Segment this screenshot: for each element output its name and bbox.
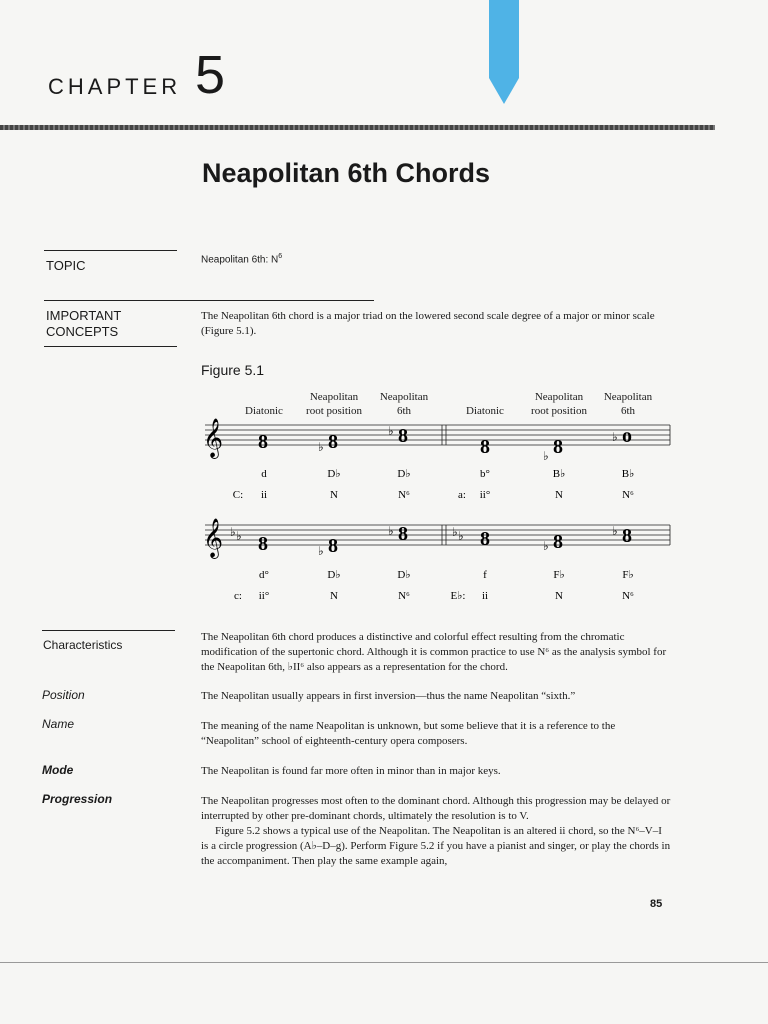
music-label: a: bbox=[458, 489, 466, 501]
svg-text:8: 8 bbox=[328, 535, 338, 557]
svg-text:♭: ♭ bbox=[388, 424, 394, 438]
svg-text:♭: ♭ bbox=[543, 539, 549, 553]
page-bottom-edge bbox=[0, 962, 768, 963]
header-label: root position bbox=[531, 405, 587, 417]
music-label: b° bbox=[480, 468, 490, 480]
header-label: Neapolitan bbox=[534, 391, 584, 403]
chapter-number: 5 bbox=[195, 45, 226, 105]
music-label: ii bbox=[260, 489, 268, 501]
music-label: F♭ bbox=[622, 569, 634, 581]
svg-text:♭: ♭ bbox=[388, 524, 394, 538]
characteristics-text: The Neapolitan 6th chord produces a distinctive and colorful effect resulting from the chromatic modification of the supertonic chord. Although it is common practice to use N⁶ as the analysis symbol for the Neapolitan 6th, ♭II⁶ also appears as a representation for the chord. bbox=[201, 631, 667, 673]
name-heading: Name bbox=[42, 717, 75, 731]
svg-text:8: 8 bbox=[258, 533, 268, 555]
svg-text:♭: ♭ bbox=[318, 440, 324, 454]
svg-text:♭: ♭ bbox=[318, 544, 324, 558]
header-label: Diatonic bbox=[466, 405, 504, 417]
progression-heading: Progression bbox=[42, 792, 113, 806]
svg-text:♭: ♭ bbox=[236, 529, 242, 543]
music-label: B♭ bbox=[621, 468, 635, 480]
name-text: The meaning of the name Neapolitan is unknown, but some believe that it is a reference to the “Neapolitan” school of eighteenth-century opera composers. bbox=[201, 720, 616, 747]
svg-text:♭: ♭ bbox=[458, 529, 464, 543]
characteristics-rule bbox=[42, 630, 175, 631]
mode-text: The Neapolitan is found far more often in minor than in major keys. bbox=[201, 765, 501, 777]
position-heading: Position bbox=[42, 688, 85, 702]
music-label: N bbox=[555, 489, 563, 501]
progression-text: The Neapolitan progresses most often to the dominant chord. Although this progression may be delayed or interrupted by other pre-dominant chords, ultimately the resolution is to V. Figure 5.2 shows a typical use of the Neapolitan. The Neapolitan is an altered ii chord, so the N⁶–V–I is a circle progression (A♭–D–g). Perform Figure 5.2 if you have a pianist and singer, or play the chords in the accompaniment. Then play the same example again, bbox=[201, 795, 671, 867]
topic-heading: TOPIC bbox=[46, 258, 86, 273]
bookmark-ribbon-icon bbox=[489, 0, 519, 104]
music-label: d° bbox=[259, 569, 269, 581]
music-label: C: bbox=[232, 489, 244, 501]
header-label: 6th bbox=[620, 405, 636, 417]
topic-rule bbox=[44, 250, 177, 251]
music-label: F♭ bbox=[553, 569, 565, 581]
svg-text:♭: ♭ bbox=[543, 449, 549, 463]
figure-title: Figure 5.1 bbox=[201, 362, 265, 378]
header-label: 6th bbox=[396, 405, 412, 417]
svg-text:8: 8 bbox=[553, 531, 563, 553]
music-label: B♭ bbox=[552, 468, 566, 480]
svg-text:8: 8 bbox=[398, 425, 408, 447]
svg-text:♭: ♭ bbox=[230, 525, 236, 539]
svg-text:♭: ♭ bbox=[612, 430, 618, 444]
music-label: ii bbox=[481, 590, 489, 602]
chapter-label: CHAPTER bbox=[48, 74, 182, 99]
treble-clef-icon: 𝄞 bbox=[203, 520, 224, 557]
treble-clef-icon: 𝄞 bbox=[203, 420, 224, 457]
music-label: D♭ bbox=[397, 468, 411, 480]
music-label: N⁶ bbox=[622, 590, 634, 602]
concepts-text: The Neapolitan 6th chord is a major triad on the lowered second scale degree of a major or minor scale (Figure 5.1). bbox=[201, 310, 655, 337]
figure-music-example bbox=[200, 385, 675, 605]
music-label: f bbox=[483, 569, 487, 581]
svg-text:8: 8 bbox=[258, 431, 268, 453]
chapter-divider bbox=[0, 125, 715, 130]
position-text: The Neapolitan usually appears in first inversion—thus the name Neapolitan “sixth.” bbox=[201, 690, 576, 702]
svg-text:♭: ♭ bbox=[452, 525, 458, 539]
concepts-rule-bottom bbox=[44, 346, 177, 347]
music-label: N⁶ bbox=[398, 489, 410, 501]
svg-text:8: 8 bbox=[328, 431, 338, 453]
topic-text: Neapolitan 6th: $N^6$ bbox=[201, 253, 283, 266]
svg-text:8: 8 bbox=[553, 436, 563, 458]
music-label: ii° bbox=[479, 489, 491, 501]
mode-heading: Mode bbox=[42, 763, 74, 777]
music-label: ii° bbox=[258, 590, 270, 602]
svg-text:♭: ♭ bbox=[612, 524, 618, 538]
concepts-heading: IMPORTANT CONCEPTS bbox=[46, 308, 122, 339]
music-label: N bbox=[330, 489, 338, 501]
header-label: Neapolitan bbox=[379, 391, 429, 403]
music-label: N⁶ bbox=[622, 489, 634, 501]
music-label: D♭ bbox=[327, 468, 341, 480]
header-label: Neapolitan bbox=[603, 391, 653, 403]
page-title: Neapolitan 6th Chords bbox=[202, 158, 491, 188]
music-label: N bbox=[330, 590, 338, 602]
svg-text:o: o bbox=[622, 425, 632, 447]
characteristics-heading: Characteristics bbox=[43, 638, 123, 652]
music-label: N bbox=[555, 590, 563, 602]
svg-text:8: 8 bbox=[480, 528, 490, 550]
music-label: D♭ bbox=[327, 569, 341, 581]
music-label: D♭ bbox=[397, 569, 411, 581]
concepts-rule bbox=[44, 300, 374, 301]
header-label: Diatonic bbox=[245, 405, 283, 417]
page-number: 85 bbox=[650, 898, 663, 910]
svg-text:8: 8 bbox=[398, 523, 408, 545]
header-label: root position bbox=[306, 405, 362, 417]
music-label: c: bbox=[234, 590, 242, 602]
music-label: E♭: bbox=[450, 590, 466, 602]
header-label: Neapolitan bbox=[309, 391, 359, 403]
music-label: N⁶ bbox=[398, 590, 410, 602]
svg-text:8: 8 bbox=[480, 436, 490, 458]
svg-text:8: 8 bbox=[622, 525, 632, 547]
music-label: d bbox=[261, 468, 267, 480]
